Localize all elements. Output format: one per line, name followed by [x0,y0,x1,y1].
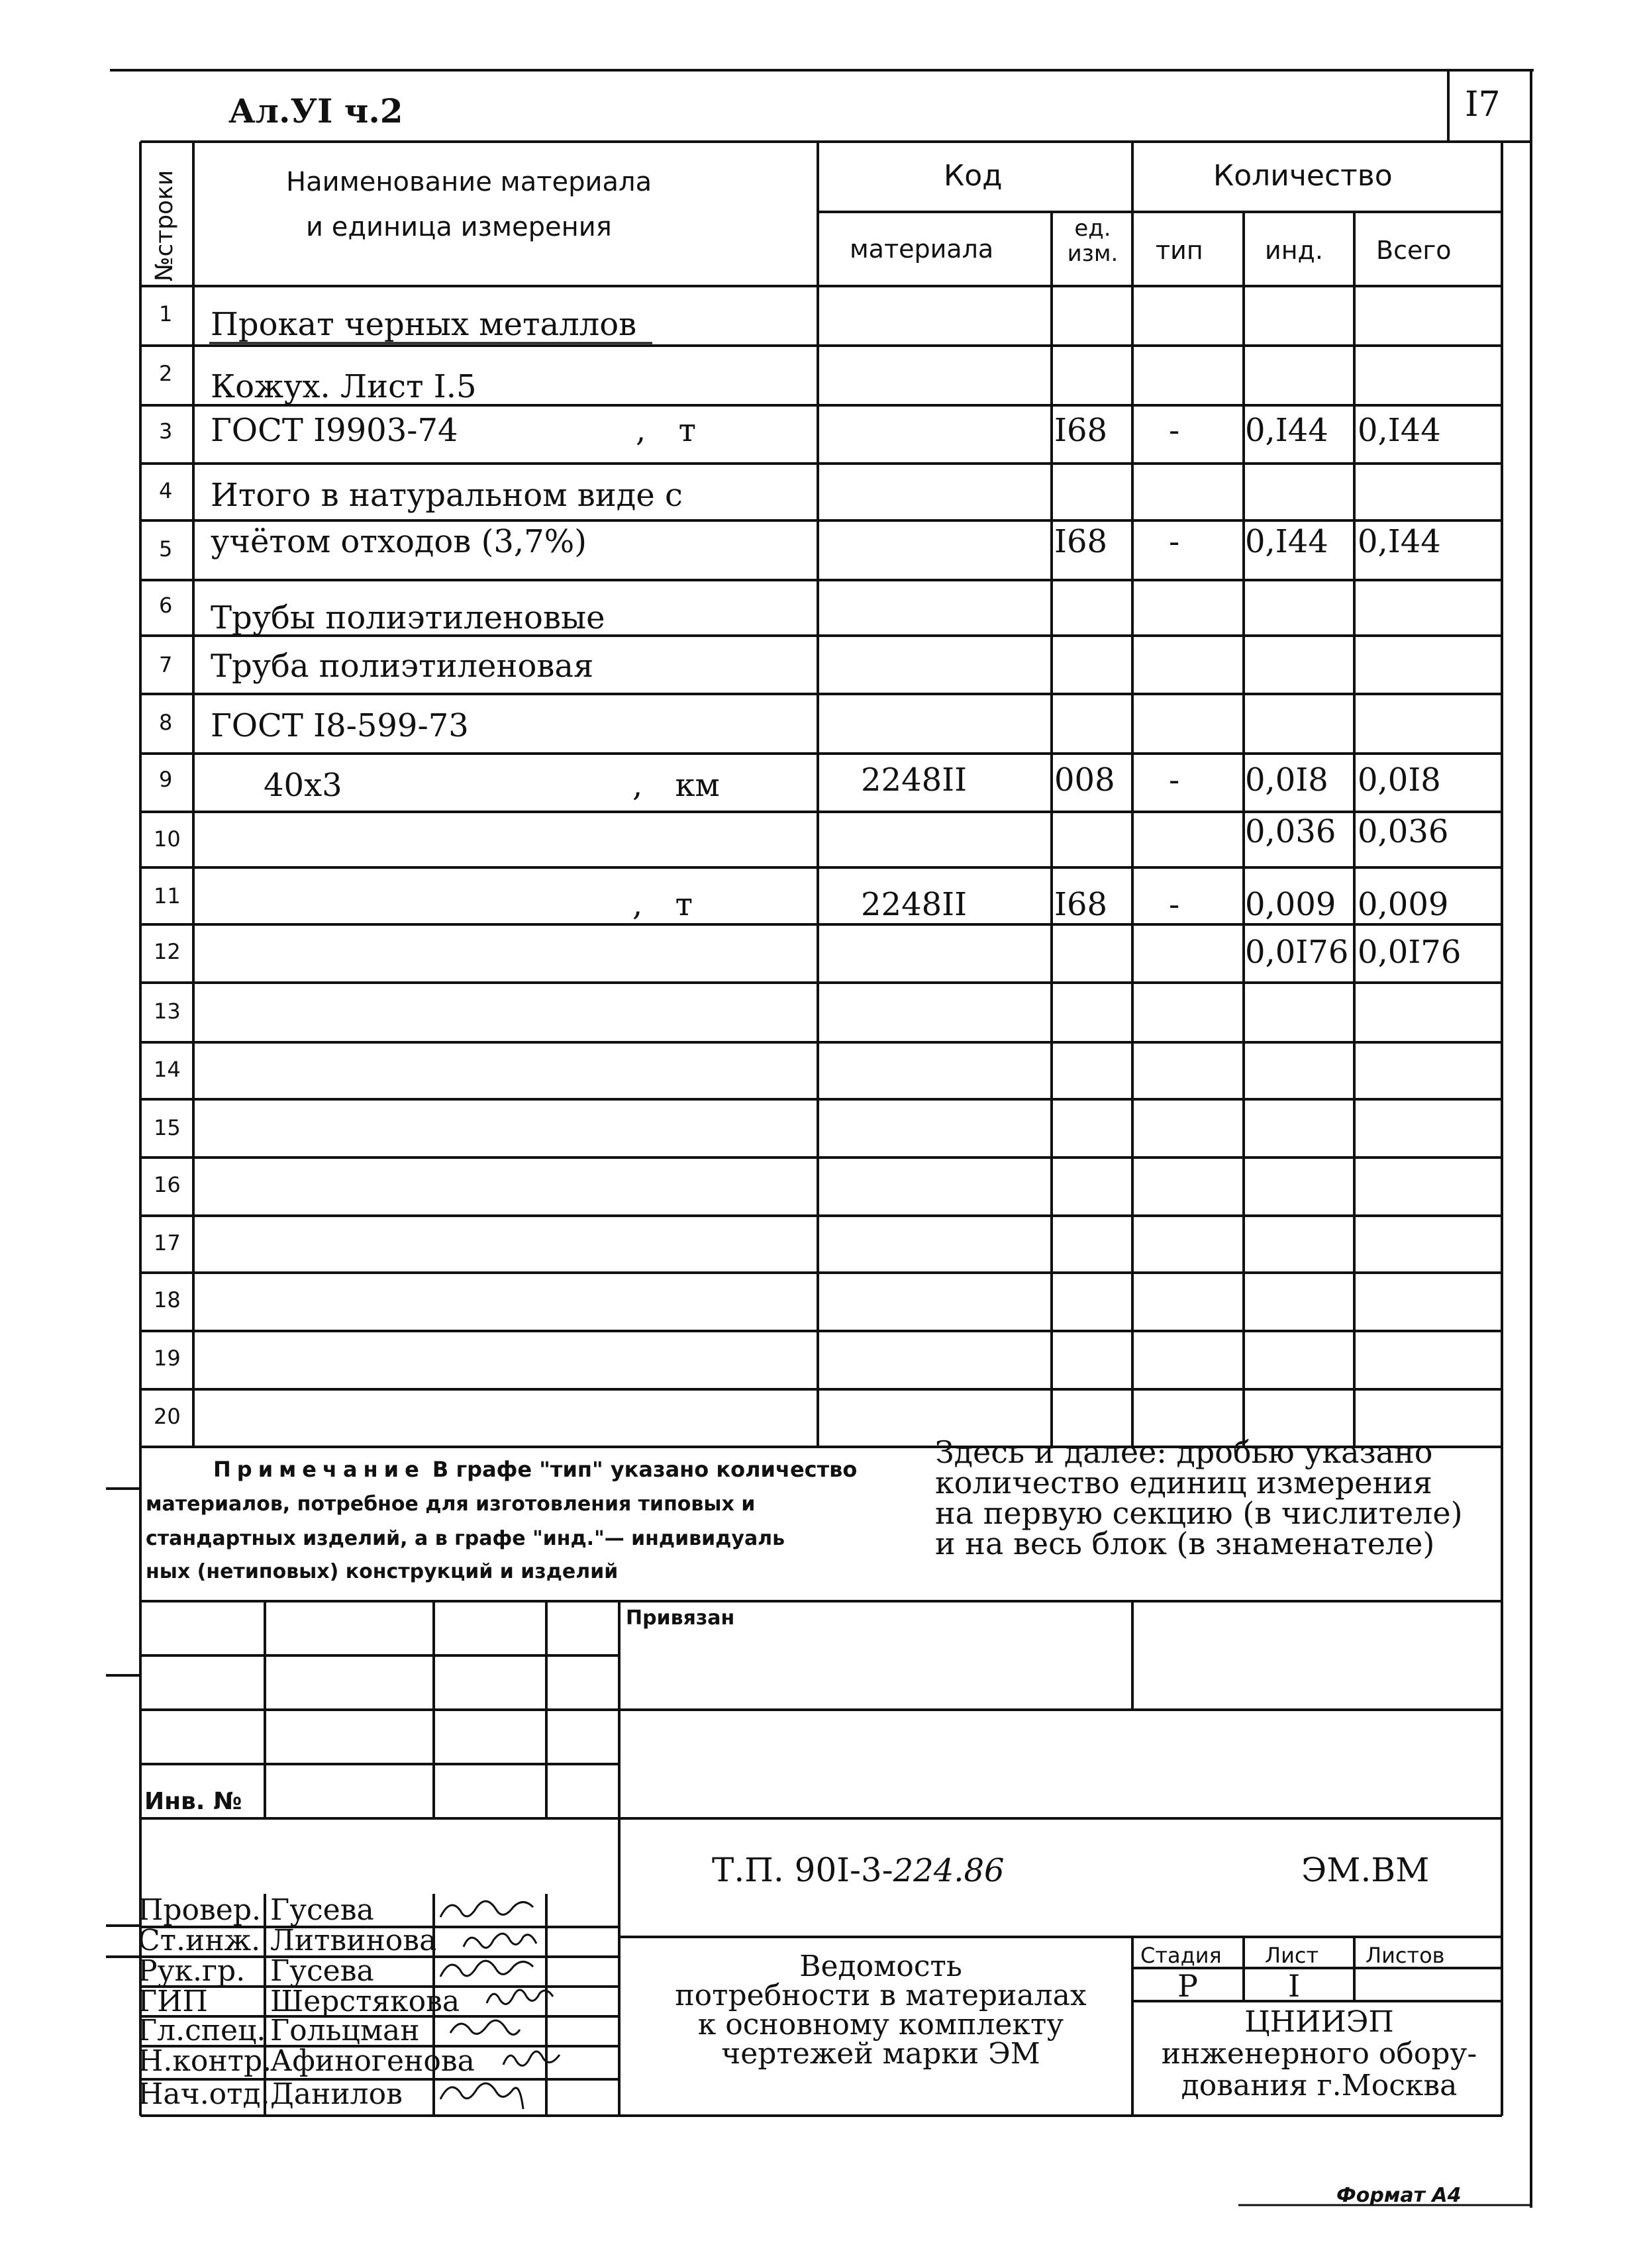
cell-ind: 0,I44 [1245,523,1328,560]
note-text-2: материалов, потребное для изготовления типовых и [146,1493,756,1516]
note-right-4: и на весь блок (в знаменателе) [935,1526,1435,1561]
note-title: Примечание [213,1457,425,1482]
cell-ind: 0,0I76 [1245,934,1349,971]
sheets-label: Листов [1366,1943,1445,1968]
cell-total: 0,0I76 [1358,934,1462,971]
signature-6 [503,2051,560,2065]
row-number: 7 [159,652,173,677]
note-text-4: ных (нетиповых) конструкций и изделий [146,1560,619,1583]
row-number: 14 [154,1057,181,1082]
sheet-label: Лист [1265,1943,1319,1968]
qty-ind-header: инд. [1265,236,1323,265]
note-text-3: стандартных изделий, а в графе "инд."— индивидуаль [146,1527,785,1550]
cell-total: 0,009 [1358,886,1449,923]
row-number: 9 [159,767,173,792]
cell-type: - [1169,762,1180,799]
row-number: 12 [154,939,181,964]
row-suffix: , т [636,412,697,449]
person-role: ГИП [138,1985,208,2018]
person-name: Гусева [270,1893,374,1927]
person-name: Литвинова [270,1924,437,1957]
row-number: 13 [154,999,181,1024]
person-name: Данилов [270,2077,403,2111]
person-role: Нач.отд. [138,2077,270,2111]
signature-7 [440,2083,523,2109]
cell-ind: 0,009 [1245,886,1336,923]
note-text-1: В графе "тип" указано количество [432,1457,858,1482]
row-number: 1 [159,301,173,326]
person-role: Н.контр. [138,2044,272,2078]
row-number: 16 [154,1172,181,1197]
row-number-header: №строки [151,170,178,281]
row-number: 10 [154,826,181,852]
person-name: Гольцман [270,2014,420,2047]
row-name: ГОСТ I8-599-73 [211,707,469,744]
signature-4 [487,1990,553,2004]
row-number: 5 [159,536,173,562]
row-name: Кожух. Лист I.5 [211,368,477,405]
document-title-line: потребности в материалах [675,1979,1087,2012]
row-number: 19 [154,1346,181,1371]
cell-total: 0,0I8 [1358,762,1441,799]
person-role: Гл.спец. [138,2014,266,2047]
row-number: 4 [159,478,173,503]
stage-value: Р [1177,1968,1198,2004]
row-number: 20 [154,1404,181,1429]
row-name: учётом отходов (3,7%) [211,523,587,560]
document-title-line: чертежей марки ЭМ [721,2037,1040,2071]
document-title-line: к основному комплекту [697,2008,1064,2042]
cell-ind: 0,0I8 [1245,762,1328,799]
format-label: Формат А4 [1336,2184,1462,2207]
stage-label: Стадия [1140,1943,1222,1968]
inventory-number-label: Инв. № [144,1788,242,1815]
row-number: 11 [154,883,181,909]
cell-total: 0,I44 [1358,412,1441,449]
signature-3 [440,1961,533,1977]
cell-type: - [1169,523,1180,560]
document-title-line: Ведомость [799,1949,962,1983]
cell-ind: 0,I44 [1245,412,1328,449]
row-number: 8 [159,710,173,735]
row-name: Трубы полиэтиленовые [211,599,605,636]
row-name: Прокат черных металлов [211,306,637,343]
cell-code: 2248II [861,886,968,923]
cell-unit: I68 [1054,412,1108,449]
page-number: I7 [1465,85,1501,124]
organization-line: дования г.Москва [1181,2069,1458,2102]
code-material-header: материала [850,234,994,264]
signature-5 [450,2020,520,2034]
cell-total: 0,036 [1358,813,1449,850]
document-code-printed: Т.П. 90I-3- [712,1851,893,1889]
note-right-2: количество единиц измерения [935,1465,1432,1501]
organization-line: ЦНИИЭП [1244,2005,1394,2039]
cell-code: 2248II [861,762,968,799]
signature-2 [464,1934,536,1948]
row-name: 40x3 [264,767,342,804]
qty-total-header: Всего [1376,236,1452,265]
document-mark: ЭМ.ВМ [1301,1851,1430,1889]
name-header-line1: Наименование материала [286,167,652,197]
cell-type: - [1169,412,1180,449]
code-unit-header: ед. изм. [1067,215,1119,267]
row-suffix: , т [632,886,693,923]
document-code-handwritten: 224.86 [893,1852,1005,1889]
cell-unit: I68 [1054,886,1108,923]
person-role: Рук.гр. [138,1954,246,1988]
cell-ind: 0,036 [1245,813,1336,850]
cell-unit: I68 [1054,523,1108,560]
row-name: Труба полиэтиленовая [211,648,594,685]
note-right-3: на первую секцию (в числителе) [935,1495,1463,1531]
name-header-line2: и единица измерения [306,212,612,242]
row-number: 17 [154,1230,181,1256]
sheet-value: I [1288,1968,1301,2004]
code-header: Код [944,159,1003,193]
album-label: Ал.УI ч.2 [228,91,403,130]
person-name: Афиногенова [270,2044,475,2078]
signature-1 [440,1901,533,1917]
row-number: 18 [154,1287,181,1312]
row-suffix: , км [632,767,720,804]
row-number: 6 [159,593,173,618]
qty-type-header: тип [1156,236,1203,265]
organization-line: инженерного обору- [1161,2037,1477,2071]
attached-label: Привязан [626,1606,735,1630]
cell-total: 0,I44 [1358,523,1441,560]
person-name: Гусева [270,1954,374,1988]
row-name: ГОСТ I9903-74 [211,412,458,449]
person-role: Ст.инж. [138,1924,261,1957]
cell-unit: 008 [1054,762,1115,799]
person-name: Шерстякова [270,1985,460,2018]
quantity-header: Количество [1213,159,1393,193]
cell-type: - [1169,886,1180,923]
row-number: 15 [154,1115,181,1140]
row-number: 3 [159,419,173,444]
person-role: Провер. [138,1893,261,1927]
row-number: 2 [159,361,173,386]
row-name: Итого в натуральном виде с [211,477,683,514]
note-right-1: Здесь и далее: дробью указано [935,1434,1433,1470]
